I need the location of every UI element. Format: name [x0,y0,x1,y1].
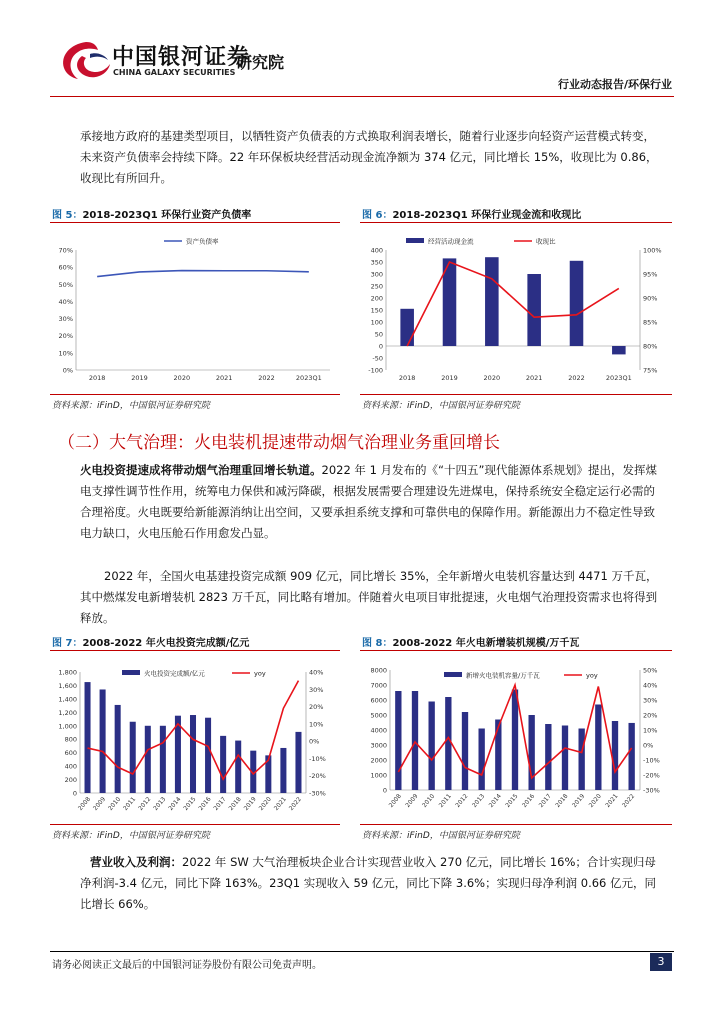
bar [495,720,501,791]
bar [445,697,451,790]
x-tick-label: 2018 [227,795,243,812]
y2-tick-label: 50% [643,666,658,675]
figure-6-source: 资料来源：iFinD，中国银河证券研究院 [362,401,520,411]
y-tick-label: 1,800 [58,668,77,677]
y-tick-label: 100 [370,318,383,327]
legend-swatch-bar [122,670,140,675]
paragraph-lead: 营业收入及利润： [90,855,182,869]
page-header [0,0,724,100]
bar [462,712,468,790]
bar [612,721,618,790]
bar [400,309,414,346]
y-tick-label: 20% [58,332,73,341]
legend-label: 经营活动现金流 [428,237,474,246]
y2-tick-label: 0% [643,741,654,750]
x-tick-label: 2018 [88,374,106,382]
y-tick-label: 600 [64,749,77,758]
bar [115,705,121,793]
footer-divider [50,951,674,952]
x-tick-label: 2020 [483,374,501,382]
x-tick-label: 2009 [91,795,108,812]
bar [235,741,241,793]
x-tick-label: 2014 [167,795,183,812]
page-number: 3 [650,953,672,971]
paragraph-debt-ratio: 承接地方政府的基建类型项目，以牺牲资产负债表的方式换取利润表增长，随着行业逐步向轻资产运营模式转变，未来资产负债率会持续下降。22 年环保板块经营活动现金流净额为 374 亿元，同比增长 15%，收现比为 0.86，收现比有所回升。 [80,129,658,185]
x-tick-label: 2017 [212,795,228,812]
bar [570,261,584,346]
x-tick-label: 2022 [287,795,303,812]
bar [295,732,301,793]
x-tick-label: 2022 [621,792,637,809]
y-tick-label: 0 [382,786,387,795]
header-divider [50,96,674,97]
paragraph-thermal-power [80,460,660,544]
figure-8-top-rule [360,650,672,651]
x-tick-label: 2012 [137,795,153,812]
y-tick-label: 800 [64,735,77,744]
brand-institute: 研究院 [236,53,285,72]
galaxy-logo-icon [56,38,114,82]
y2-tick-label: 100% [643,246,662,255]
y-tick-label: -50 [372,354,383,363]
x-tick-label: 2017 [537,792,553,809]
y-tick-label: 1000 [370,771,387,780]
x-tick-label: 2010 [421,792,437,809]
y2-tick-label: 30% [643,696,658,705]
bar [190,715,196,793]
bar [395,691,401,790]
y2-tick-label: -20% [643,771,660,780]
y-tick-label: 200 [370,294,383,303]
y-tick-label: 400 [370,246,383,255]
y2-tick-label: 30% [309,685,324,694]
x-tick-label: 2021 [525,374,543,382]
bar [562,726,568,791]
y2-tick-label: 95% [643,270,658,279]
y2-tick-label: 40% [309,668,324,677]
figure-5-title [52,206,251,221]
series-line [407,262,619,346]
x-tick-label: 2011 [122,795,138,812]
figure-8-source: 资料来源：iFinD，中国银河证券研究院 [362,831,520,841]
y2-tick-label: 75% [643,366,658,375]
y2-tick-label: -20% [309,772,326,781]
figure-7-number: 图 7： [52,638,83,649]
y2-tick-label: 10% [309,720,324,729]
y2-tick-label: -10% [643,756,660,765]
bar [205,718,211,793]
bar [100,689,106,793]
bar [429,702,435,791]
paragraph-revenue-profit [80,852,660,915]
x-tick-label: 2018 [554,792,570,809]
y-tick-label: 0 [72,789,77,798]
y2-tick-label: 40% [643,681,658,690]
figure-8-caption: 2008-2022 年火电新增装机规模/万千瓦 [392,638,580,649]
x-tick-label: 2021 [604,792,620,809]
report-category: 行业动态报告/环保行业 [557,78,672,91]
figure-6-bottom-rule [360,394,672,395]
y2-tick-label: 0% [309,737,320,746]
y-tick-label: 1,600 [58,681,77,690]
y-tick-label: 0% [62,366,73,375]
x-tick-label: 2011 [437,792,453,809]
figure-6-caption: 2018-2023Q1 环保行业现金流和收现比 [392,210,582,221]
paragraph-body: 2022 年 SW 大气治理板块企业合计实现营业收入 270 亿元，同比增长 16%；合计实现归母净利润-3.4 亿元，同比下降 163%。23Q1 实现收入 59 亿元，同比下降 3.6%；实现归母净利润 0.66 亿元，同比增长 66%。 [80,855,657,911]
figure-7-caption: 2008-2022 年火电投资完成额/亿元 [82,638,250,649]
paragraph-investment: 2022 年，全国火电基建投资完成额 909 亿元，同比增长 35%，全年新增火电装机容量达到 4471 万千瓦，其中燃煤发电新增装机 2823 万千瓦，同比略有增加。伴随着火电项目审批提速，火电烟气治理投资需求也将得到释放。 [80,569,658,625]
section-title: （二）大气治理：火电装机提速带动烟气治理业务重回增长 [58,433,500,453]
paragraph-body: 2022 年 1 月发布的《“十四五”现代能源体系规划》提出，发挥煤电支撑性调节性作用，统筹电力保供和减污降碳，根据发展需要合理建设先进煤电，保持系统安全稳定运行必需的合理裕度。火电既要给新能源消纳让出空间，又要承担系统支撑和可靠供电的保障作用。新能源出力不稳定性导致电力缺口，火电压舱石作用愈发凸显。 [80,463,657,540]
y-tick-label: 50 [374,330,383,339]
x-tick-label: 2021 [215,374,233,382]
x-tick-label: 2019 [571,792,587,809]
y-tick-label: 300 [370,270,383,279]
x-tick-label: 2023Q1 [605,374,632,382]
bar [485,257,499,346]
x-tick-label: 2013 [152,795,168,812]
legend-label: yoy [254,669,266,678]
x-tick-label: 2019 [441,374,458,382]
y-tick-label: 4000 [370,726,387,735]
x-tick-label: 2022 [258,374,275,382]
y-tick-label: 50% [58,280,73,289]
y-tick-label: 10% [58,349,73,358]
y-tick-label: 5000 [370,711,387,720]
bar [220,736,226,793]
x-tick-label: 2015 [504,792,520,809]
x-tick-label: 2016 [521,792,537,809]
bar [612,346,626,354]
legend-swatch-bar [444,672,462,677]
x-tick-label: 2009 [404,792,420,809]
figure-5-source: 资料来源：iFinD，中国银河证券研究院 [52,401,210,411]
x-tick-label: 2014 [487,792,503,809]
x-tick-label: 2019 [131,374,148,382]
bar [412,691,418,790]
x-tick-label: 2018 [398,374,416,382]
brand-name-cn: 中国银河证券 [112,45,251,70]
figure-8-bottom-rule [360,824,672,825]
figure-5-bottom-rule [50,394,340,395]
y-tick-label: 30% [58,315,73,324]
y2-tick-label: -30% [643,786,660,795]
figure-5-caption: 2018-2023Q1 环保行业资产负债率 [82,210,252,221]
figure-6-chart [360,232,672,392]
series-line [97,271,309,277]
bar [130,722,136,793]
y-tick-label: 400 [64,762,77,771]
y-tick-label: 70% [58,246,73,255]
y-tick-label: 200 [64,776,77,785]
paragraph-lead: 火电投资提速成将带动烟气治理重回增长轨道。 [80,463,322,477]
y2-tick-label: 85% [643,318,658,327]
x-tick-label: 2015 [182,795,198,812]
y2-tick-label: 20% [643,711,658,720]
bar [527,274,541,346]
y-tick-label: 1,000 [58,722,77,731]
y-tick-label: 7000 [370,681,387,690]
figure-8-chart [360,660,672,820]
y-tick-label: 0 [378,342,383,351]
legend-label: 资产负债率 [186,237,219,246]
figure-7-top-rule [50,650,340,651]
y2-tick-label: 10% [643,726,658,735]
x-tick-label: 2019 [242,795,258,812]
x-tick-label: 2023Q1 [295,374,322,382]
x-tick-label: 2021 [272,795,288,812]
y-tick-label: 350 [370,258,383,267]
bar [160,726,166,793]
legend-label: 新增火电装机容量/万千瓦 [466,671,540,680]
y2-tick-label: 90% [643,294,658,303]
x-tick-label: 2010 [107,795,123,812]
x-tick-label: 2022 [568,374,585,382]
figure-7-bottom-rule [50,824,340,825]
y-tick-label: 250 [370,282,383,291]
bar [512,690,518,791]
y-tick-label: 6000 [370,696,387,705]
legend-label: yoy [586,671,598,680]
bar [595,705,601,791]
figure-5-number: 图 5： [52,210,83,221]
x-tick-label: 2020 [587,792,603,809]
x-tick-label: 2012 [454,792,470,809]
y2-tick-label: 80% [643,342,658,351]
figure-8-title [362,634,579,649]
figure-6-number: 图 6： [362,210,393,221]
bar [280,748,286,793]
legend-label: 火电投资完成额/亿元 [144,669,205,678]
y-tick-label: 150 [370,306,383,315]
legend-swatch-bar [406,238,424,243]
y-tick-label: -100 [368,366,383,375]
x-tick-label: 2016 [197,795,213,812]
y2-tick-label: -10% [309,754,326,763]
footer-disclaimer: 请务必阅读正文最后的中国银河证券股份有限公司免责声明。 [52,960,322,971]
y2-tick-label: 20% [309,703,324,712]
figure-6-title [362,206,581,221]
y-tick-label: 3000 [370,741,387,750]
figure-7-source: 资料来源：iFinD，中国银河证券研究院 [52,831,210,841]
x-tick-label: 2008 [387,792,403,809]
bar [545,724,551,790]
figure-5-top-rule [50,222,340,223]
bar [479,729,485,791]
bar [579,729,585,791]
figure-6-top-rule [360,222,672,223]
x-tick-label: 2020 [173,374,191,382]
figure-7-chart [50,660,340,820]
y-tick-label: 1,200 [58,708,77,717]
x-tick-label: 2008 [76,795,93,812]
y-tick-label: 60% [58,263,73,272]
y-tick-label: 8000 [370,666,387,675]
y2-tick-label: -30% [309,789,326,798]
y-tick-label: 40% [58,297,73,306]
figure-8-number: 图 8： [362,638,393,649]
figure-5-chart [50,232,340,392]
legend-label: 收现比 [536,237,556,246]
brand-name-en: CHINA GALAXY SECURITIES [113,68,236,77]
bar [629,723,635,790]
figure-7-title [52,634,249,649]
y-tick-label: 2000 [370,756,387,765]
bar [85,682,91,793]
x-tick-label: 2020 [257,795,273,812]
bar [145,726,151,793]
y-tick-label: 1,400 [58,695,77,704]
x-tick-label: 2013 [471,792,487,809]
